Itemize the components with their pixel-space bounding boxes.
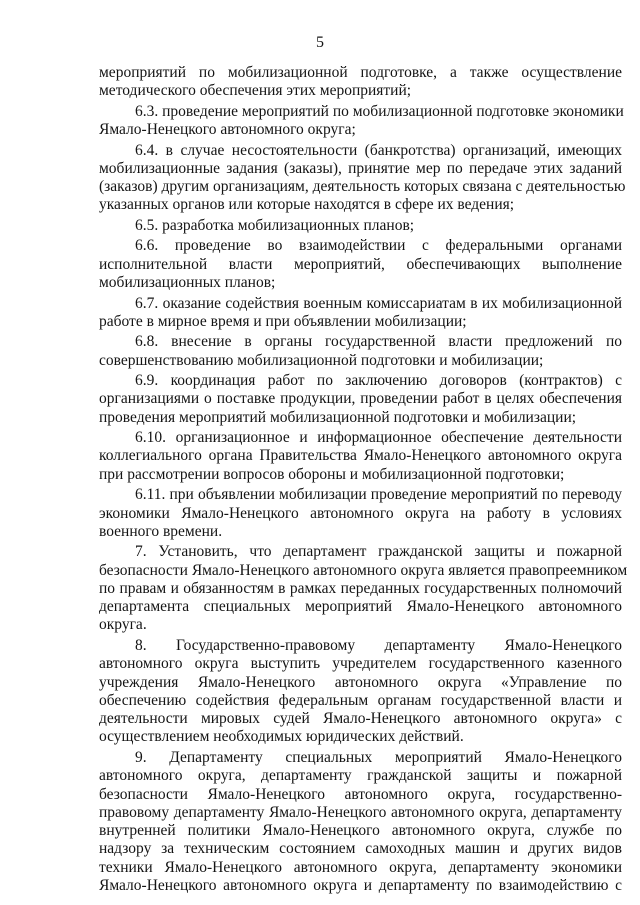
text-line: совершенствованию мобилизационной подготовки и мобилизации; [99, 351, 544, 369]
text-line: мобилизационные задания (заказы), принятие мер по передаче этих заданий [99, 159, 622, 177]
text-line: при рассмотрении вопросов обороны и мобилизационной подготовки; [99, 465, 565, 483]
text-line: исполнительной власти мероприятий, обеспечивающих выполнение [99, 255, 622, 273]
text-line: надзору за техническим состоянием самоходных машин и других видов [99, 840, 622, 858]
text-line: 6.7. оказание содействия военным комиссариатам в их мобилизационной [135, 294, 622, 312]
text-line: департамента специальных мероприятий Ямало-Ненецкого автономного [99, 598, 622, 616]
text-line: экономики Ямало-Ненецкого автономного округа на работу в условиях [99, 504, 622, 522]
text-line: 7. Установить, что департамент гражданской защиты и пожарной [135, 543, 622, 561]
text-line: мероприятий по мобилизационной подготовке, а также осуществление [99, 64, 622, 81]
text-line: 6.3. проведение мероприятий по мобилизационной подготовке экономики [135, 102, 624, 120]
document-body [99, 64, 628, 895]
page-number: 5 [316, 34, 324, 51]
text-line: учреждения Ямало-Ненецкого автономного округа «Управление по [99, 673, 622, 691]
text-line: 6.5. разработка мобилизационных планов; [135, 216, 415, 234]
text-line: 6.10. организационное и информационное обеспечение деятельности [135, 429, 622, 447]
text-line: 6.11. при объявлении мобилизации проведение мероприятий по переводу [135, 486, 622, 504]
text-line: военного времени. [99, 522, 223, 540]
text-line: безопасности Ямало-Ненецкого автономного округа является правопреемником [99, 561, 628, 579]
text-line: указанных органов или которые находятся в сфере их ведения; [99, 196, 515, 214]
text-line: 6.6. проведение во взаимодействии с федеральными органами [135, 237, 622, 255]
text-line: правовому департаменту Ямало-Ненецкого автономного округа, департаменту [99, 803, 622, 821]
text-line: осуществлением необходимых юридических действий. [99, 728, 464, 746]
text-line: автономного округа выступить учредителем государственного казенного [99, 655, 622, 673]
text-line: работе в мирное время и при объявлении мобилизации; [99, 312, 467, 330]
text-line: по правам и обязанностям в рамках переданных государственных полномочий [99, 579, 622, 597]
text-line: 8. Государственно-правовому департаменту Ямало-Ненецкого [135, 636, 622, 654]
text-line: Ямало-Ненецкого автономного округа; [99, 121, 356, 139]
text-line: техники Ямало-Ненецкого автономного округа, департаменту экономики [99, 858, 622, 876]
text-line: обеспечению содействия федеральным органам государственной власти и [99, 691, 622, 709]
text-line: организациями о поставке продукции, проведении работ в целях обеспечения [99, 390, 622, 408]
text-line: (заказов) другим организациям, деятельность которых связана с деятельностью [99, 178, 626, 196]
text-line: округа. [99, 616, 147, 634]
text-line: коллегиального органа Правительства Ямало-Ненецкого автономного округа [99, 447, 622, 465]
text-line: внутренней политики Ямало-Ненецкого автономного округа, службе по [99, 822, 622, 840]
text-line: автономного округа, департаменту гражданской защиты и пожарной [99, 767, 622, 785]
text-line: 6.4. в случае несостоятельности (банкротства) организаций, имеющих [135, 141, 622, 159]
text-line: 6.9. координация работ по заключению договоров (контрактов) с [135, 372, 622, 390]
text-line: мобилизационных планов; [99, 274, 276, 292]
text-line: проведения мероприятий мобилизационной подготовки и мобилизации; [99, 408, 577, 426]
text-line: Ямало-Ненецкого автономного округа и департаменту по взаимодействию с [99, 877, 622, 895]
text-line: методического обеспечения этих мероприятий; [99, 82, 412, 100]
text-line: деятельности мировых судей Ямало-Ненецкого автономного округа» с [99, 710, 622, 728]
text-line: безопасности Ямало-Ненецкого автономного округа, государственно- [99, 785, 622, 803]
text-line: 9. Департаменту специальных мероприятий Ямало-Ненецкого [135, 748, 622, 766]
text-line: 6.8. внесение в органы государственной власти предложений по [135, 333, 622, 351]
